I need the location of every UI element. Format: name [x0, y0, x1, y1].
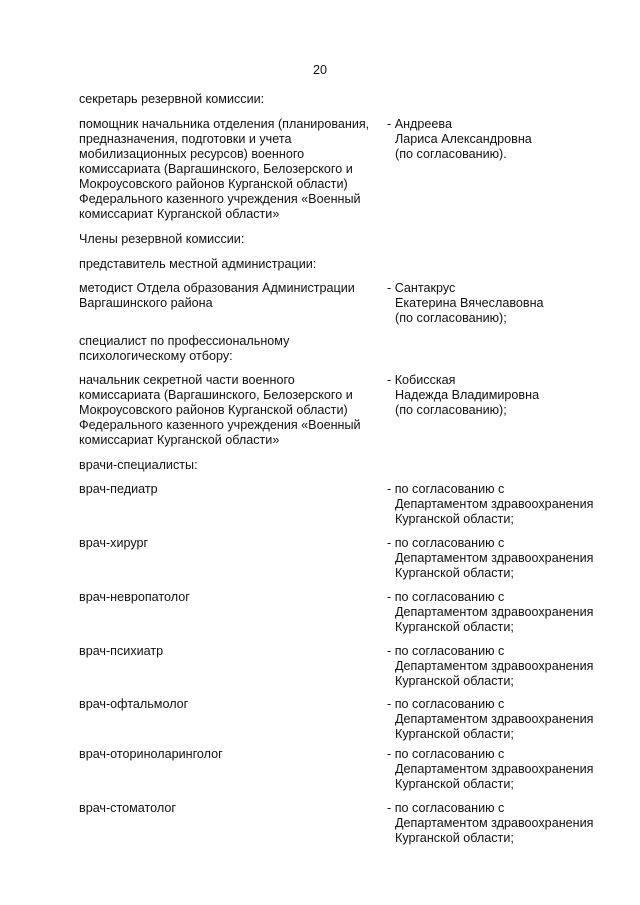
position-text: начальник секретной части военного комиссариата (Варгашинского, Белозерского и Мокроусовского районов Курганской области) Федерального казенного учреждения «Военный комиссариат Курганской области»: [79, 373, 361, 447]
doctor-note: - по согласованию с Департаментом здравоохранения Курганской области;: [387, 697, 594, 741]
doctor-title: врач-стоматолог: [79, 801, 176, 815]
doctor-title: врач-педиатр: [79, 482, 158, 496]
doctor-note: - по согласованию с Департаментом здравоохранения Курганской области;: [387, 644, 594, 688]
person-name: - Кобисская Надежда Владимировна (по согласованию);: [387, 373, 540, 417]
psych-heading: специалист по профессиональному психологическому отбору:: [79, 334, 290, 363]
doctor-title: врач-хирург: [79, 536, 149, 550]
doctor-title: врач-психиатр: [79, 644, 164, 658]
person-name: - Сантакрус Екатерина Вячеславовна (по согласованию);: [387, 281, 544, 325]
person-name: - Андреева Лариса Александровна (по согласованию).: [387, 117, 532, 161]
secretary-heading: секретарь резервной комиссии:: [79, 92, 265, 106]
position-text: методист Отдела образования Администрации Варгашинского района: [79, 281, 355, 310]
admin-heading: представитель местной администрации:: [79, 257, 317, 271]
doctor-title: врач-невропатолог: [79, 590, 190, 604]
doctor-note: - по согласованию с Департаментом здравоохранения Курганской области;: [387, 482, 594, 526]
position-text: помощник начальника отделения (планирования, предназначения, подготовки и учета мобилизационных ресурсов) военного комиссариата (Варгашинского, Белозерского и Мокроусовского районов Курганской области) Федерального казенного учреждения «Военный комиссариат Курганской области»: [79, 117, 370, 221]
doctor-note: - по согласованию с Департаментом здравоохранения Курганской области;: [387, 801, 594, 845]
members-heading: Члены резервной комиссии:: [79, 232, 245, 246]
doctor-title: врач-офтальмолог: [79, 697, 189, 711]
doctor-note: - по согласованию с Департаментом здравоохранения Курганской области;: [387, 536, 594, 580]
doctor-note: - по согласованию с Департаментом здравоохранения Курганской области;: [387, 747, 594, 791]
doctors-heading: врачи-специалисты:: [79, 458, 198, 472]
page-number: 20: [312, 63, 327, 77]
doctor-title: врач-оториноларинголог: [79, 747, 223, 761]
doctor-note: - по согласованию с Департаментом здравоохранения Курганской области;: [387, 590, 594, 634]
